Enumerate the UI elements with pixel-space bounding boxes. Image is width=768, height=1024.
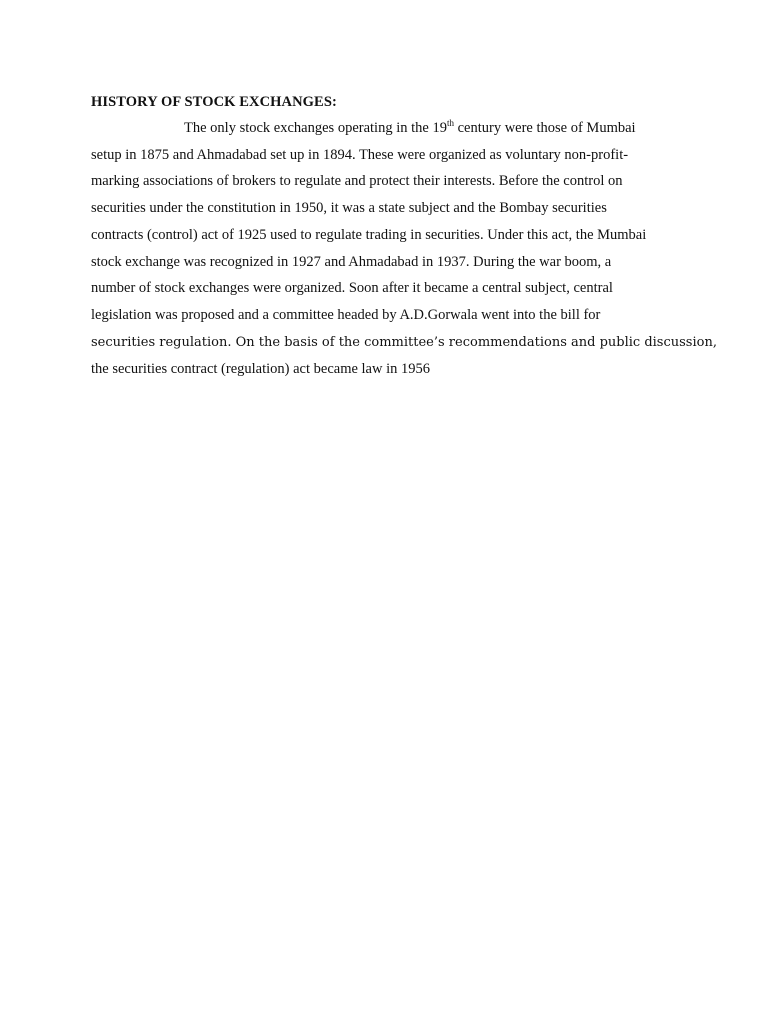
paragraph-line-9	[91, 329, 717, 357]
paragraph-line-4: securities under the constitution in 1950, it was a state subject and the Bombay securities	[91, 200, 607, 217]
line-1-text-end: century were those of Mumbai	[453, 120, 636, 136]
line-1-text: The only stock exchanges operating in the 19	[184, 120, 447, 136]
paragraph-line-7: number of stock exchanges were organized. Soon after it became a central subject, central	[91, 280, 613, 297]
line-9-text-start: securities regulation.	[91, 334, 232, 350]
paragraph-line-5: contracts (control) act of 1925 used to regulate trading in securities. Under this act, the Mumbai	[91, 226, 647, 243]
line-9-text-end: On the basis of the committee’s recommendations and public discussion,	[231, 334, 717, 350]
paragraph-line-10: the securities contract (regulation) act became law in 1956	[91, 361, 430, 378]
paragraph-line-6: stock exchange was recognized in 1927 and Ahmadabad in 1937. During the war boom, a	[91, 253, 612, 270]
paragraph-line-8: legislation was proposed and a committee headed by A.D.Gorwala went into the bill for	[91, 306, 601, 323]
history-paragraph	[91, 115, 717, 383]
paragraph-line-3: marking associations of brokers to regulate and protect their interests. Before the control on	[91, 173, 623, 190]
paragraph-line-2: setup in 1875 and Ahmadabad set up in 1894. These were organized as voluntary non-profit-	[91, 146, 629, 163]
section-heading: HISTORY OF STOCK EXCHANGES:	[91, 94, 337, 110]
ordinal-superscript: th	[446, 118, 454, 129]
paragraph-line-1	[91, 115, 671, 142]
document-body	[91, 92, 717, 383]
